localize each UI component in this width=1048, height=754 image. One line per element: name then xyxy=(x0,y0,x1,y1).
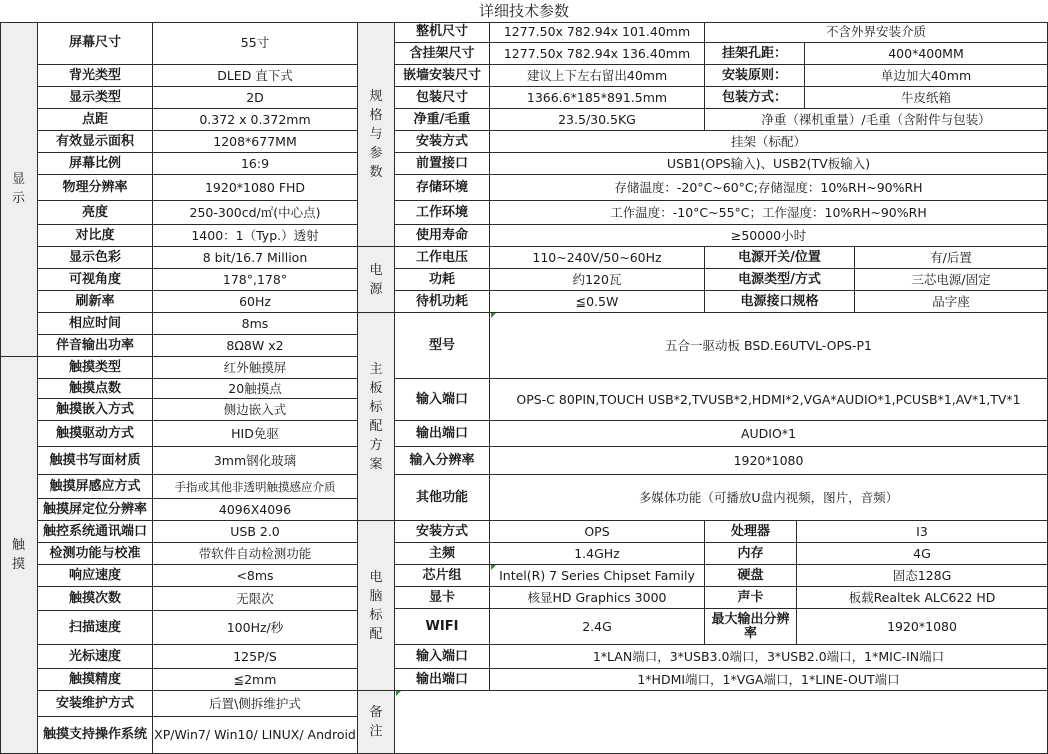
pc-label-2: 内存 xyxy=(705,543,797,565)
param-label: 伴音输出功率 xyxy=(38,335,153,357)
category-display-text: 显示 xyxy=(12,172,26,206)
pc-value: 1*LAN端口，3*USB3.0端口，3*USB2.0端口，1*MIC-IN端口 xyxy=(490,645,1048,669)
pc-value: 核显HD Graphics 3000 xyxy=(490,587,705,609)
param-label: 屏幕尺寸 xyxy=(38,22,153,65)
pc-value: OPS xyxy=(490,521,705,543)
spec-value: 工作温度：-10°C~55°C；工作湿度：10%RH~90%RH xyxy=(490,201,1048,225)
power-value-2: 三芯电源/固定 xyxy=(855,269,1048,291)
param-value: 60Hz xyxy=(153,291,358,313)
spec-value-2: 单边加大40mm xyxy=(805,65,1048,87)
cell-marker xyxy=(491,313,496,318)
param-label: 触控系统通讯端口 xyxy=(38,521,153,543)
spec-value-2: 牛皮纸箱 xyxy=(805,87,1048,109)
pc-label-2: 硬盘 xyxy=(705,565,797,587)
param-value: 1208*677MM xyxy=(153,131,358,153)
category-power-text: 电源 xyxy=(369,262,383,297)
pc-label: WIFI xyxy=(395,609,490,645)
spec-value: USB1(OPS输入)、USB2(TV板输入) xyxy=(490,153,1048,175)
spec-label-2: 安装原则： xyxy=(705,65,805,87)
spec-label: 整机尺寸 xyxy=(395,22,490,43)
param-label: 安装维护方式 xyxy=(38,691,153,717)
param-value: 手指或其他非透明触摸感应介质 xyxy=(153,475,358,499)
spec-label-2: 包装方式： xyxy=(705,87,805,109)
param-value: 250-300cd/㎡(中心点) xyxy=(153,201,358,225)
spec-label: 包装尺寸 xyxy=(395,87,490,109)
power-value: ≦0.5W xyxy=(490,291,705,313)
param-value: 3mm钢化玻璃 xyxy=(153,447,358,475)
category-pc-text: 电脑标配 xyxy=(369,569,383,642)
param-label: 触摸点数 xyxy=(38,379,153,399)
param-value: 8Ω8W x2 xyxy=(153,335,358,357)
spec-value: 1277.50x 782.94x 101.40mm xyxy=(490,22,705,43)
param-value: 4096X4096 xyxy=(153,499,358,521)
power-label-2: 电源开关/位置 xyxy=(705,247,855,269)
power-label-2: 电源类型/方式 xyxy=(705,269,855,291)
board-value: AUDIO*1 xyxy=(490,421,1048,447)
pc-value: 1.4GHz xyxy=(490,543,705,565)
spec-label: 含挂架尺寸 xyxy=(395,43,490,65)
pc-label: 安装方式 xyxy=(395,521,490,543)
spec-label: 嵌墙安装尺寸 xyxy=(395,65,490,87)
param-label: 显示类型 xyxy=(38,87,153,109)
board-label: 输出端口 xyxy=(395,421,490,447)
category-touch xyxy=(0,357,38,754)
category-remark-text: 备注 xyxy=(369,705,383,739)
param-label: 物理分辨率 xyxy=(38,175,153,201)
spec-label-2: 挂架孔距： xyxy=(705,43,805,65)
pc-value-2: 固态128G xyxy=(797,565,1048,587)
board-value: 1920*1080 xyxy=(490,447,1048,475)
power-label: 工作电压 xyxy=(395,247,490,269)
pc-value: Intel(R) 7 Series Chipset Family xyxy=(490,565,705,587)
spec-value-2: 净重（裸机重量）/毛重（含附件与包装） xyxy=(705,109,1048,131)
param-label: 亮度 xyxy=(38,201,153,225)
param-label: 显示色彩 xyxy=(38,247,153,269)
param-value: 16:9 xyxy=(153,153,358,175)
spec-value: 23.5/30.5KG xyxy=(490,109,705,131)
pc-value-2: 板载Realtek ALC622 HD xyxy=(797,587,1048,609)
power-label: 功耗 xyxy=(395,269,490,291)
category-board xyxy=(358,313,395,521)
param-label: 触摸嵌入方式 xyxy=(38,399,153,421)
board-label: 型号 xyxy=(395,313,490,379)
param-value: 无限次 xyxy=(153,587,358,611)
category-pc xyxy=(358,521,395,691)
power-value: 110~240V/50~60Hz xyxy=(490,247,705,269)
param-label: 触摸支持操作系统 xyxy=(38,717,153,754)
pc-label-2: 声卡 xyxy=(705,587,797,609)
spec-value: 1277.50x 782.94x 136.40mm xyxy=(490,43,705,65)
param-label: 响应速度 xyxy=(38,565,153,587)
param-value: 2D xyxy=(153,87,358,109)
category-board-text: 主板标配方案 xyxy=(369,361,383,472)
pc-value-2: 1920*1080 xyxy=(797,609,1048,645)
param-value: 125P/S xyxy=(153,645,358,669)
spec-label: 使用寿命 xyxy=(395,225,490,247)
param-label: 背光类型 xyxy=(38,65,153,87)
power-label-2: 电源接口规格 xyxy=(705,291,855,313)
category-touch-text: 触摸 xyxy=(12,538,26,572)
param-value: USB 2.0 xyxy=(153,521,358,543)
param-label: 触摸驱动方式 xyxy=(38,421,153,447)
param-label: 光标速度 xyxy=(38,645,153,669)
category-display xyxy=(0,22,38,357)
spec-label: 工作环境 xyxy=(395,201,490,225)
param-value: 55寸 xyxy=(153,22,358,65)
board-label: 输入端口 xyxy=(395,379,490,421)
param-value: HID免驱 xyxy=(153,421,358,447)
power-value: 约120瓦 xyxy=(490,269,705,291)
param-label: 相应时间 xyxy=(38,313,153,335)
param-label: 触摸屏感应方式 xyxy=(38,475,153,499)
param-value: ≦2mm xyxy=(153,669,358,691)
power-value-2: 有/后置 xyxy=(855,247,1048,269)
pc-label-2: 最大输出分辨率 xyxy=(705,609,797,645)
param-value: 侧边嵌入式 xyxy=(153,399,358,421)
pc-value-2: 4G xyxy=(797,543,1048,565)
param-label: 触摸次数 xyxy=(38,587,153,611)
cell-marker xyxy=(491,565,496,570)
pc-label: 主频 xyxy=(395,543,490,565)
param-value: 带软件自动检测功能 xyxy=(153,543,358,565)
param-label: 触摸精度 xyxy=(38,669,153,691)
spec-value: 建议上下左右留出40mm xyxy=(490,65,705,87)
pc-value-2: I3 xyxy=(797,521,1048,543)
param-value: <8ms xyxy=(153,565,358,587)
pc-value: 2.4G xyxy=(490,609,705,645)
param-value: 红外触摸屏 xyxy=(153,357,358,379)
cell-marker xyxy=(396,691,401,696)
param-label: 扫描速度 xyxy=(38,611,153,645)
pc-label: 显卡 xyxy=(395,587,490,609)
param-value: 1920*1080 FHD xyxy=(153,175,358,201)
spec-value: 挂架（标配） xyxy=(490,131,1048,153)
param-value: 8 bit/16.7 Million xyxy=(153,247,358,269)
param-value: DLED 直下式 xyxy=(153,65,358,87)
category-spec-text: 规格与参数 xyxy=(369,88,383,180)
board-value: OPS-C 80PIN,TOUCH USB*2,TVUSB*2,HDMI*2,VGA*AUDIO*1,PCUSB*1,AV*1,TV*1 xyxy=(490,379,1048,421)
param-label: 对比度 xyxy=(38,225,153,247)
board-value: 多媒体功能（可播放U盘内视频，图片，音频） xyxy=(490,475,1048,521)
spec-value: ≥50000小时 xyxy=(490,225,1048,247)
param-value: 8ms xyxy=(153,313,358,335)
spec-value: 1366.6*185*891.5mm xyxy=(490,87,705,109)
board-value: 五合一驱动板 BSD.E6UTVL-OPS-P1 xyxy=(490,313,1048,379)
spec-label: 存储环境 xyxy=(395,175,490,201)
power-value-2: 品字座 xyxy=(855,291,1048,313)
param-value: 1400：1（Typ.）透射 xyxy=(153,225,358,247)
remark-value xyxy=(395,691,1048,754)
category-spec xyxy=(358,22,395,247)
pc-label: 芯片组 xyxy=(395,565,490,587)
param-value: 20触摸点 xyxy=(153,379,358,399)
spec-value-2: 不含外界安装介质 xyxy=(705,22,1048,43)
pc-value: 1*HDMI端口，1*VGA端口，1*LINE-OUT端口 xyxy=(490,669,1048,691)
param-value: XP/Win7/ Win10/ LINUX/ Android xyxy=(153,717,358,754)
category-power xyxy=(358,247,395,313)
board-label: 输入分辨率 xyxy=(395,447,490,475)
param-label: 屏幕比例 xyxy=(38,153,153,175)
param-value: 0.372 x 0.372mm xyxy=(153,109,358,131)
category-remark xyxy=(358,691,395,754)
spec-value-2: 400*400MM xyxy=(805,43,1048,65)
board-label: 其他功能 xyxy=(395,475,490,521)
param-label: 检测功能与校准 xyxy=(38,543,153,565)
pc-label: 输出端口 xyxy=(395,669,490,691)
pc-label: 输入端口 xyxy=(395,645,490,669)
param-label: 可视角度 xyxy=(38,269,153,291)
param-label: 点距 xyxy=(38,109,153,131)
param-label: 触摸类型 xyxy=(38,357,153,379)
param-value: 后置\侧拆维护式 xyxy=(153,691,358,717)
spec-label: 净重/毛重 xyxy=(395,109,490,131)
param-label: 触摸书写面材质 xyxy=(38,447,153,475)
spec-label: 前置接口 xyxy=(395,153,490,175)
param-value: 178°,178° xyxy=(153,269,358,291)
spec-label: 安装方式 xyxy=(395,131,490,153)
page-title: 详细技术参数 xyxy=(478,2,569,20)
param-label: 刷新率 xyxy=(38,291,153,313)
pc-label-2: 处理器 xyxy=(705,521,797,543)
spec-value: 存储温度：-20°C~60°C;存储湿度：10%RH~90%RH xyxy=(490,175,1048,201)
param-label: 触摸屏定位分辨率 xyxy=(38,499,153,521)
param-value: 100Hz/秒 xyxy=(153,611,358,645)
power-label: 待机功耗 xyxy=(395,291,490,313)
param-label: 有效显示面积 xyxy=(38,131,153,153)
